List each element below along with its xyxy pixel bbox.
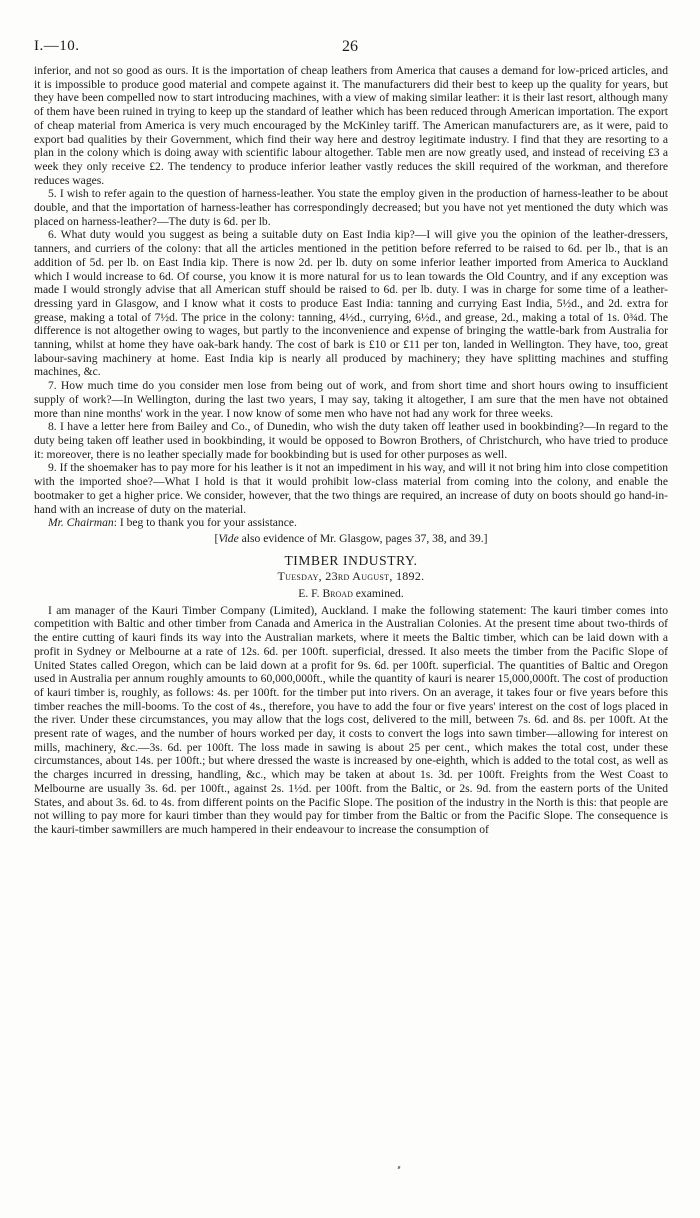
chairman-remark: [34, 516, 668, 530]
witness-line: [34, 587, 668, 601]
document-reference: I.—10.: [34, 38, 80, 54]
question-9: 9. If the shoemaker has to pay more for his leather is it not an impediment in his way, and will it not bring him into close competition with the imported shoe?—What I hold is that it would prohibit low-class material from coming into the colony, and enable the bootmaker to get a higher price. We consider, however, that the two things are required, an increase of duty on boots should go hand-in-hand with an increase of duty on the material.: [34, 461, 668, 516]
question-7: 7. How much time do you consider men lose from being out of work, and from short time and short hours owing to insufficient supply of work?—In Wellington, during the last two years, I may say, taking it altogether, I am sure that the men have not obtained more than nine months' work in the year. I now know of some men who have not had any work for three weeks.: [34, 379, 668, 420]
question-6: 6. What duty would you suggest as being a suitable duty on East India kip?—I will give you the opinion of the leather-dressers, tanners, and curriers of the colony: that all the articles mentioned in the petition before referred to be raised to 6d. per lb., that is an addition of 5d. per lb. on East India kip. There is now 2d. per lb. duty on some inferior leather imported from America to Auckland which I would increase to 6d. Of course, you know it is more natural for us to lean towards the Old Country, and if any exception was made I would strongly advise that all American stuff should be raised to 6d. per lb. duty. I was in charge for some time of a leather-dressing yard in Glasgow, and I know what it costs to produce East India: tanning and currying East India, 5½d., and 2d. extra for grease, making a total of 7½d. The price in the colony: tanning, 4½d., currying, 6½d., and grease, 2d., making a total of 1s. 0¾d. The difference is not altogether owing to wages, but partly to the inconvenience and expense of bringing the wattle-bark from Australia for tanning, whilst at home they have oak-bark handy. The cost of bark is £10 or £11 per ton, landed in Wellington. They have, too, great labour-saving machinery at home. East India kip is nearly all produced by machinery; they have splitting machines and stuffing machines, &c.: [34, 228, 668, 379]
timber-statement: I am manager of the Kauri Timber Company (Limited), Auckland. I make the following statement: The kauri timber comes into competition with Baltic and other timber from Canada and America in the Australian Colonies. At the present time about two-thirds of the entire cutting of kauri finds its way into the Australian markets, where it meets the Baltic timber, which can be laid down with a profit in Sydney or Melbourne at a rate of 12s. 6d. per 100ft. superficial, dressed. It also meets the timber from the Pacific Slope of United States called Oregon, which can be laid down at a profit for 9s. 6d. per 100ft. superficial. The quantities of Baltic and Oregon used in Australia per annum roughly amounts to 60,000,000ft., while the quantity of kauri is nearer 15,000,000ft. The cost of production of kauri timber is, roughly, as follows: 4s. per 100ft. for the timber put into rivers. On an average, it takes four or five years before this timber reaches the mill-booms. To the cost of 4s., therefore, you have to add the four or five years' interest on the cost of logs placed in the river. Under these circumstances, you may allow that the logs cost, delivered to the mill, between 7s. 6d. and 8s. per 100ft. At the present rate of wages, and the number of hours worked per day, it costs to convert the logs into sawn timber—allowing for interest on mills, machinery, &c.—3s. 6d. per 100ft. The loss made in sawing is about 25 per cent., which makes the total cost, under these circumstances, about 14s. per 100ft.; but where dressed the waste is increased by one-eighth, which is added to the total cost, as well as the charges incurred in dressing, handling, &c., which may be taken at about 1s. 3d. per 100ft. Freights from the West Coast to Melbourne are usually 3s. 6d. per 100ft., against 2s. 1½d. per 100ft. from the Baltic, or 2s. 9d. from the eastern ports of the United States, and about 3s. 6d. to 4s. from different points on the Pacific Slope. The position of the industry in the North is this: that people are not willing to pay more for kauri timber than they would pay for timber from the Baltic or from the Pacific Slope. The consequence is the kauri-timber sawmillers are much hampered in their endeavour to increase the consumption of: [34, 603, 668, 836]
witness-name: E. F. Broad: [298, 587, 353, 601]
paragraph-continuation: inferior, and not so good as ours. It is the importation of cheap leathers from America that causes a demand for low-priced articles, and it is impossible to produce good material and compete against it. The manufacturers did their best to keep up the quality for years, but they have been compelled now to start introducing machines, with a view of making similar leather: it is their last resort, although many of them have been ruined in trying to keep up the standard of leather which has been reduced through American importation. The export of cheap material from America is very much encouraged by the McKinley tariff. The American manufacturers are, as it were, paid to export bad qualities by their Government, which find their way here and destroy legitimate industry. I find that they are resorting to a plan in the colony which is doing away with scientific labour altogether. Table men are now greatly used, and instead of receiving £3 a week they only receive £2. The tendency to produce inferior leather vastly reduces the skill required of the workman, and therefore reduces wages.: [34, 64, 668, 187]
vide-open-bracket: [: [214, 531, 219, 545]
question-5: 5. I wish to refer again to the question of harness-leather. You state the employ given in the production of harness-leather to be about double, and that the importation of harness-leather has correspondingly decreased; but you have not yet mentioned the duty which was placed on harness-leather?—The duty is 6d. per lb.: [34, 187, 668, 228]
section-date: Tuesday, 23rd August, 1892.: [277, 569, 425, 584]
paper-speck: [397, 1166, 400, 1170]
vide-note: [34, 532, 668, 546]
page-body: [34, 64, 668, 837]
witness-action: examined.: [352, 587, 404, 601]
question-8: 8. I have a letter here from Bailey and Co., of Dunedin, who wish the duty taken off leather used in bookbinding?—In regard to the duty being taken off leather used in bookbinding, it would be opposed to Bowron Brothers, of Christchurch, who have tried to produce it: moreover, there is no leather specially made for bookbinding but is used for other purposes as well.: [34, 420, 668, 461]
vide-word: Vide: [218, 531, 239, 545]
page-header: [34, 38, 666, 60]
page-number: 26: [342, 38, 358, 55]
vide-text: also evidence of Mr. Glasgow, pages 37, 38, and 39.]: [238, 531, 488, 545]
chairman-speaker: Mr. Chairman: [48, 516, 114, 530]
chairman-text: : I beg to thank you for your assistance.: [113, 516, 297, 530]
section-title: TIMBER INDUSTRY.: [284, 552, 418, 568]
